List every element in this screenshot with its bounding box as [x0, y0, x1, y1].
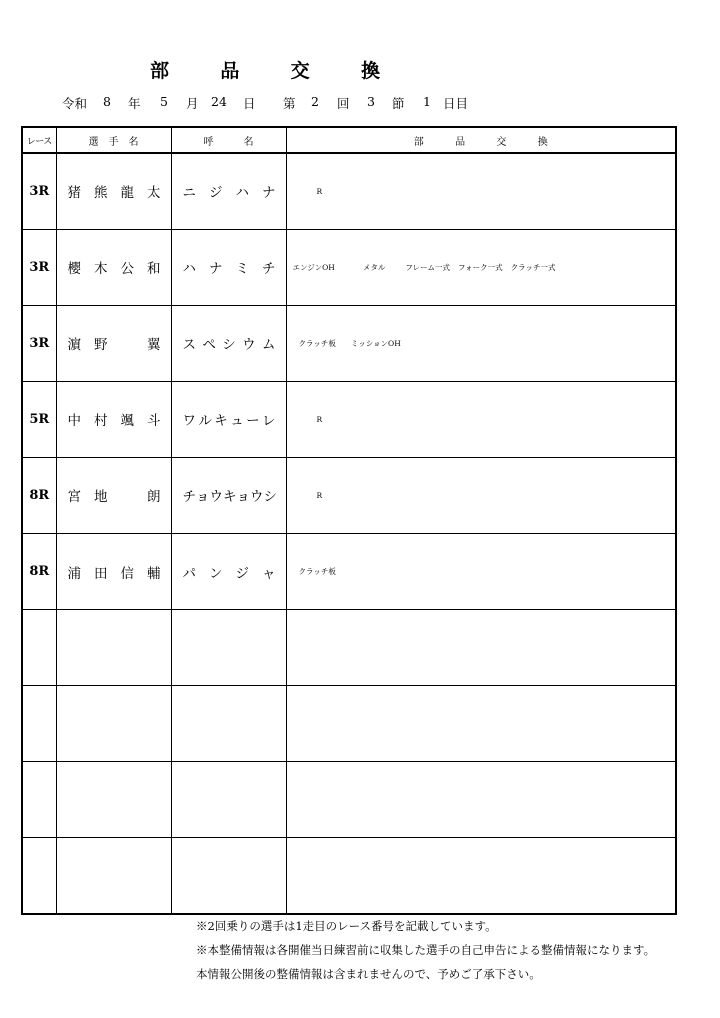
table-row: [22, 610, 676, 686]
name-char: 輔: [147, 565, 161, 582]
part-item: R: [316, 414, 323, 424]
part-item: クラッチ一式: [510, 262, 556, 272]
name-char: 村: [94, 413, 108, 430]
parts-cell: [286, 610, 676, 686]
race-cell: [22, 762, 56, 838]
table-row: [22, 305, 676, 381]
nickname-char: パ: [182, 565, 196, 582]
nickname-char: ミ: [235, 261, 249, 278]
nickname-char: シ: [263, 489, 277, 506]
nickname-cell: [171, 686, 286, 762]
rider-name-cell: [56, 305, 171, 381]
nickname-char: ワ: [182, 413, 196, 430]
setsu-unit: 節: [392, 96, 405, 111]
nickname-cell: [171, 838, 286, 914]
nickname-cell: [171, 305, 286, 381]
nickname-cell: [171, 610, 286, 686]
nickname-char: ル: [198, 413, 212, 430]
race-cell: 8R: [22, 457, 56, 533]
part-item: R: [316, 490, 323, 500]
nickname-char: ャ: [262, 565, 276, 582]
parts-cell: [286, 533, 676, 609]
rider-name-cell: [56, 229, 171, 305]
table-row: [22, 153, 676, 229]
header-parts: 部 品 交 換: [286, 127, 676, 153]
table-row: [22, 838, 676, 914]
name-char: 櫻: [67, 261, 81, 278]
header-row: [22, 127, 676, 153]
part-item: フレーム一式: [405, 262, 451, 272]
header-name: 選 手 名: [56, 127, 171, 153]
day-unit: 日: [243, 96, 256, 111]
kai-number: 2: [311, 94, 319, 109]
parts-cell: [286, 229, 676, 305]
table-row: [22, 762, 676, 838]
name-char: 翼: [147, 337, 161, 354]
race-cell: 3R: [22, 153, 56, 229]
table-row: [22, 686, 676, 762]
name-char: 斗: [147, 413, 161, 430]
name-char: 宮: [67, 489, 81, 506]
nickname-char: ウ: [209, 489, 223, 506]
part-item: クラッチ板: [298, 338, 336, 348]
nickname-char: ン: [209, 565, 223, 582]
rider-name-cell: [56, 686, 171, 762]
part-item: ミッションOH: [350, 338, 401, 348]
name-char: 朗: [147, 489, 161, 506]
parts-cell: [286, 381, 676, 457]
note: 本情報公開後の整備情報は含まれませんので、予めご了承下さい。: [196, 967, 541, 981]
name-char: 和: [147, 261, 161, 278]
nickname-cell: [171, 457, 286, 533]
dai: 第: [283, 96, 296, 111]
nickname-char: ョ: [196, 489, 210, 506]
nickname-cell: [171, 153, 286, 229]
nickname-cell: [171, 533, 286, 609]
nickname-char: ニ: [182, 185, 196, 202]
nickname-char: レ: [261, 413, 276, 430]
nickname-char: チ: [182, 489, 196, 506]
nickname-char: ハ: [182, 261, 196, 278]
title-char: 交: [290, 60, 310, 82]
nickname-cell: [171, 229, 286, 305]
page-title: [150, 56, 380, 80]
note: ※2回乗りの選手は1走目のレース番号を記載しています。: [196, 919, 497, 933]
race-cell: 3R: [22, 305, 56, 381]
nickname-char: ス: [182, 337, 196, 354]
parts-cell: [286, 305, 676, 381]
title-char: 品: [220, 60, 240, 82]
race-cell: 5R: [22, 381, 56, 457]
notes: [196, 919, 716, 991]
nickname-char: ナ: [262, 185, 276, 202]
part-item: フォーク一式: [458, 262, 503, 272]
nichime-unit: 日目: [443, 96, 469, 111]
parts-cell: [286, 762, 676, 838]
month: 5: [160, 94, 168, 109]
part-item: メタル: [362, 262, 386, 272]
part-item: R: [316, 186, 323, 196]
year: 8: [103, 94, 111, 109]
race-cell: 8R: [22, 533, 56, 609]
rider-name-cell: [56, 762, 171, 838]
nickname-char: ョ: [236, 489, 250, 506]
note: ※本整備情報は各開催当日練習前に収集した選手の自己申告による整備情報になります。: [196, 943, 656, 957]
name-char: 太: [147, 185, 161, 202]
race-cell: [22, 838, 56, 914]
name-char: 濵: [67, 337, 81, 354]
rider-name-cell: [56, 610, 171, 686]
nickname-char: ペ: [202, 337, 216, 354]
month-unit: 月: [186, 96, 199, 111]
name-char: 中: [67, 413, 81, 430]
rider-name-cell: [56, 457, 171, 533]
rider-name-cell: [56, 838, 171, 914]
table-row: [22, 381, 676, 457]
parts-cell: [286, 153, 676, 229]
setsu-number: 3: [367, 94, 375, 109]
title-char: 部: [150, 60, 170, 82]
rider-name-cell: [56, 533, 171, 609]
nickname-char: ウ: [250, 489, 264, 506]
nickname-char: チ: [262, 261, 276, 278]
nickname-char: ム: [262, 337, 276, 354]
name-char: 猪: [67, 185, 81, 202]
name-char: 信: [120, 565, 134, 582]
name-char: 颯: [120, 413, 134, 430]
name-char: 田: [94, 565, 108, 582]
nickname-char: ュ: [230, 413, 244, 430]
name-char: 地: [94, 489, 108, 506]
nickname-char: ウ: [242, 337, 256, 354]
rider-name-cell: [56, 381, 171, 457]
year-unit: 年: [128, 96, 141, 111]
nickname-cell: [171, 762, 286, 838]
header-race: レース: [22, 127, 56, 153]
race-cell: 3R: [22, 229, 56, 305]
table-row: [22, 533, 676, 609]
nickname-char: ジ: [235, 565, 249, 582]
race-cell: [22, 610, 56, 686]
era: 令和: [62, 96, 88, 111]
name-char: 熊: [94, 185, 108, 202]
name-char: 野: [94, 337, 108, 354]
parts-cell: [286, 457, 676, 533]
nickname-char: キ: [223, 489, 237, 506]
parts-cell: [286, 686, 676, 762]
parts-cell: [286, 838, 676, 914]
name-char: 木: [94, 261, 108, 278]
table-row: [22, 457, 676, 533]
title-char: 換: [360, 60, 380, 82]
nickname-char: ハ: [235, 185, 249, 202]
nickname-char: キ: [214, 413, 228, 430]
kai-unit: 回: [337, 96, 350, 111]
nickname-char: ナ: [209, 261, 223, 278]
nickname-char: ー: [246, 413, 260, 430]
name-char: 公: [120, 261, 134, 278]
table-row: [22, 229, 676, 305]
name-char: 浦: [67, 565, 81, 582]
part-item: クラッチ板: [298, 567, 336, 577]
header-yobi: 呼 名: [171, 127, 286, 153]
name-char: 龍: [120, 185, 134, 202]
day: 24: [211, 94, 227, 109]
rider-name-cell: [56, 153, 171, 229]
date-line: [0, 94, 720, 112]
nickname-char: ジ: [209, 185, 223, 202]
parts-exchange-table: [21, 126, 677, 915]
nickname-cell: [171, 381, 286, 457]
part-item: エンジンOH: [292, 262, 335, 272]
race-cell: [22, 686, 56, 762]
nickname-char: シ: [222, 337, 236, 354]
nichime-number: 1: [423, 94, 431, 109]
